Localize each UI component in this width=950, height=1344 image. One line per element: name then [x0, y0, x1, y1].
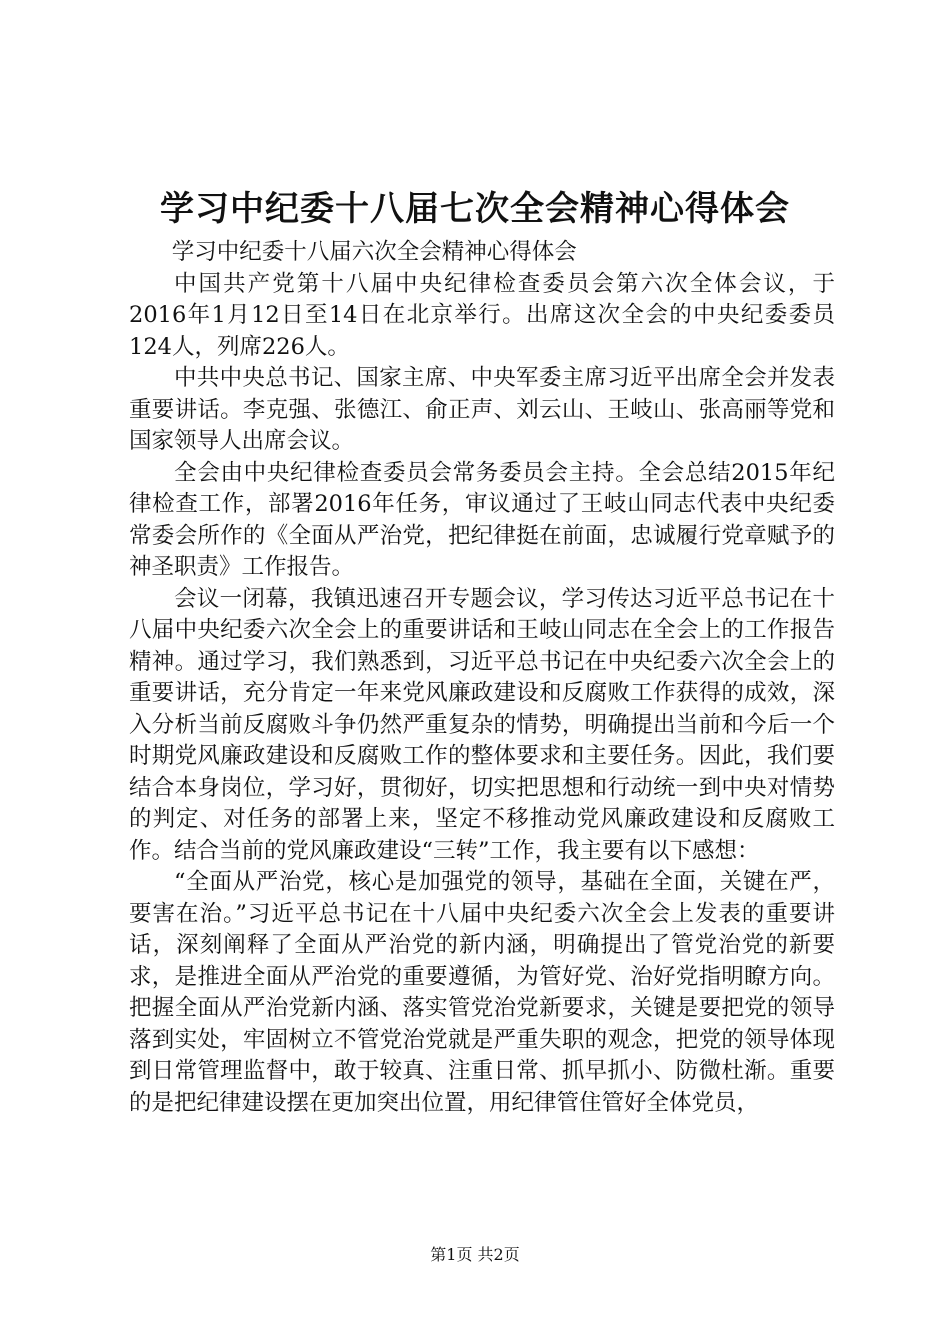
paragraph-5: “全面从严治党，核心是加强党的领导，基础在全面，关键在严，要害在治。”习近平总书记在十八届中央纪委六次全会上发表的重要讲话，深刻阐释了全面从严治党的新内涵，明确提出了管党治党的新要求，是推进全面从严治党的重要遵循，为管好党、治好党指明瞭方向。把握全面从严治党新内涵、落实管党治党新要求，关键是要把党的领导落到实处，牢固树立不管党治党就是严重失职的观念，把党的领导体现到日常管理监督中，敢于较真、注重日常、抓早抓小、防微杜渐。重要的是把纪律建设摆在更加突出位置，用纪律管住管好全体党员， [129, 869, 835, 1116]
page-number-footer: 第1页 共2页 [430, 1245, 520, 1264]
paragraph-2: 中共中央总书记、国家主席、中央军委主席习近平出席全会并发表重要讲话。李克强、张德江、俞正声、刘云山、王岐山、张高丽等党和国家领导人出席会议。 [129, 365, 835, 454]
paragraph-3: 全会由中央纪律检查委员会常务委员会主持。全会总结2015年纪律检查工作，部署2016年任务，审议通过了王岐山同志代表中央纪委常委会所作的《全面从严治党，把纪律挺在前面，忠诚履行党章赋予的神圣职责》工作报告。 [129, 459, 835, 580]
paragraph-1: 中国共产党第十八届中央纪律检查委员会第六次全体会议，于2016年1月12日至14日在北京举行。出席这次全会的中央纪委委员124人，列席226人。 [129, 270, 835, 360]
document-subtitle: 学习中纪委十八届六次全会精神心得体会 [171, 239, 577, 265]
paragraph-4: 会议一闭幕，我镇迅速召开专题会议，学习传达习近平总书记在十八届中央纪委六次全会上的重要讲话和王岐山同志在全会上的工作报告精神。通过学习，我们熟悉到，习近平总书记在中央纪委六次全会上的重要讲话，充分肯定一年来党风廉政建设和反腐败工作获得的成效，深入分析当前反腐败斗争仍然严重复杂的情势，明确提出当前和今后一个时期党风廉政建设和反腐败工作的整体要求和主要任务。因此，我们要结合本身岗位，学习好，贯彻好，切实把思想和行动统一到中央对情势的判定、对任务的部署上来，坚定不移推动党风廉政建设和反腐败工作。结合当前的党风廉政建设“三转”工作，我主要有以下感想： [129, 585, 835, 864]
document-title: 学习中纪委十八届七次全会精神心得体会 [160, 189, 790, 229]
document-body [129, 237, 835, 1119]
